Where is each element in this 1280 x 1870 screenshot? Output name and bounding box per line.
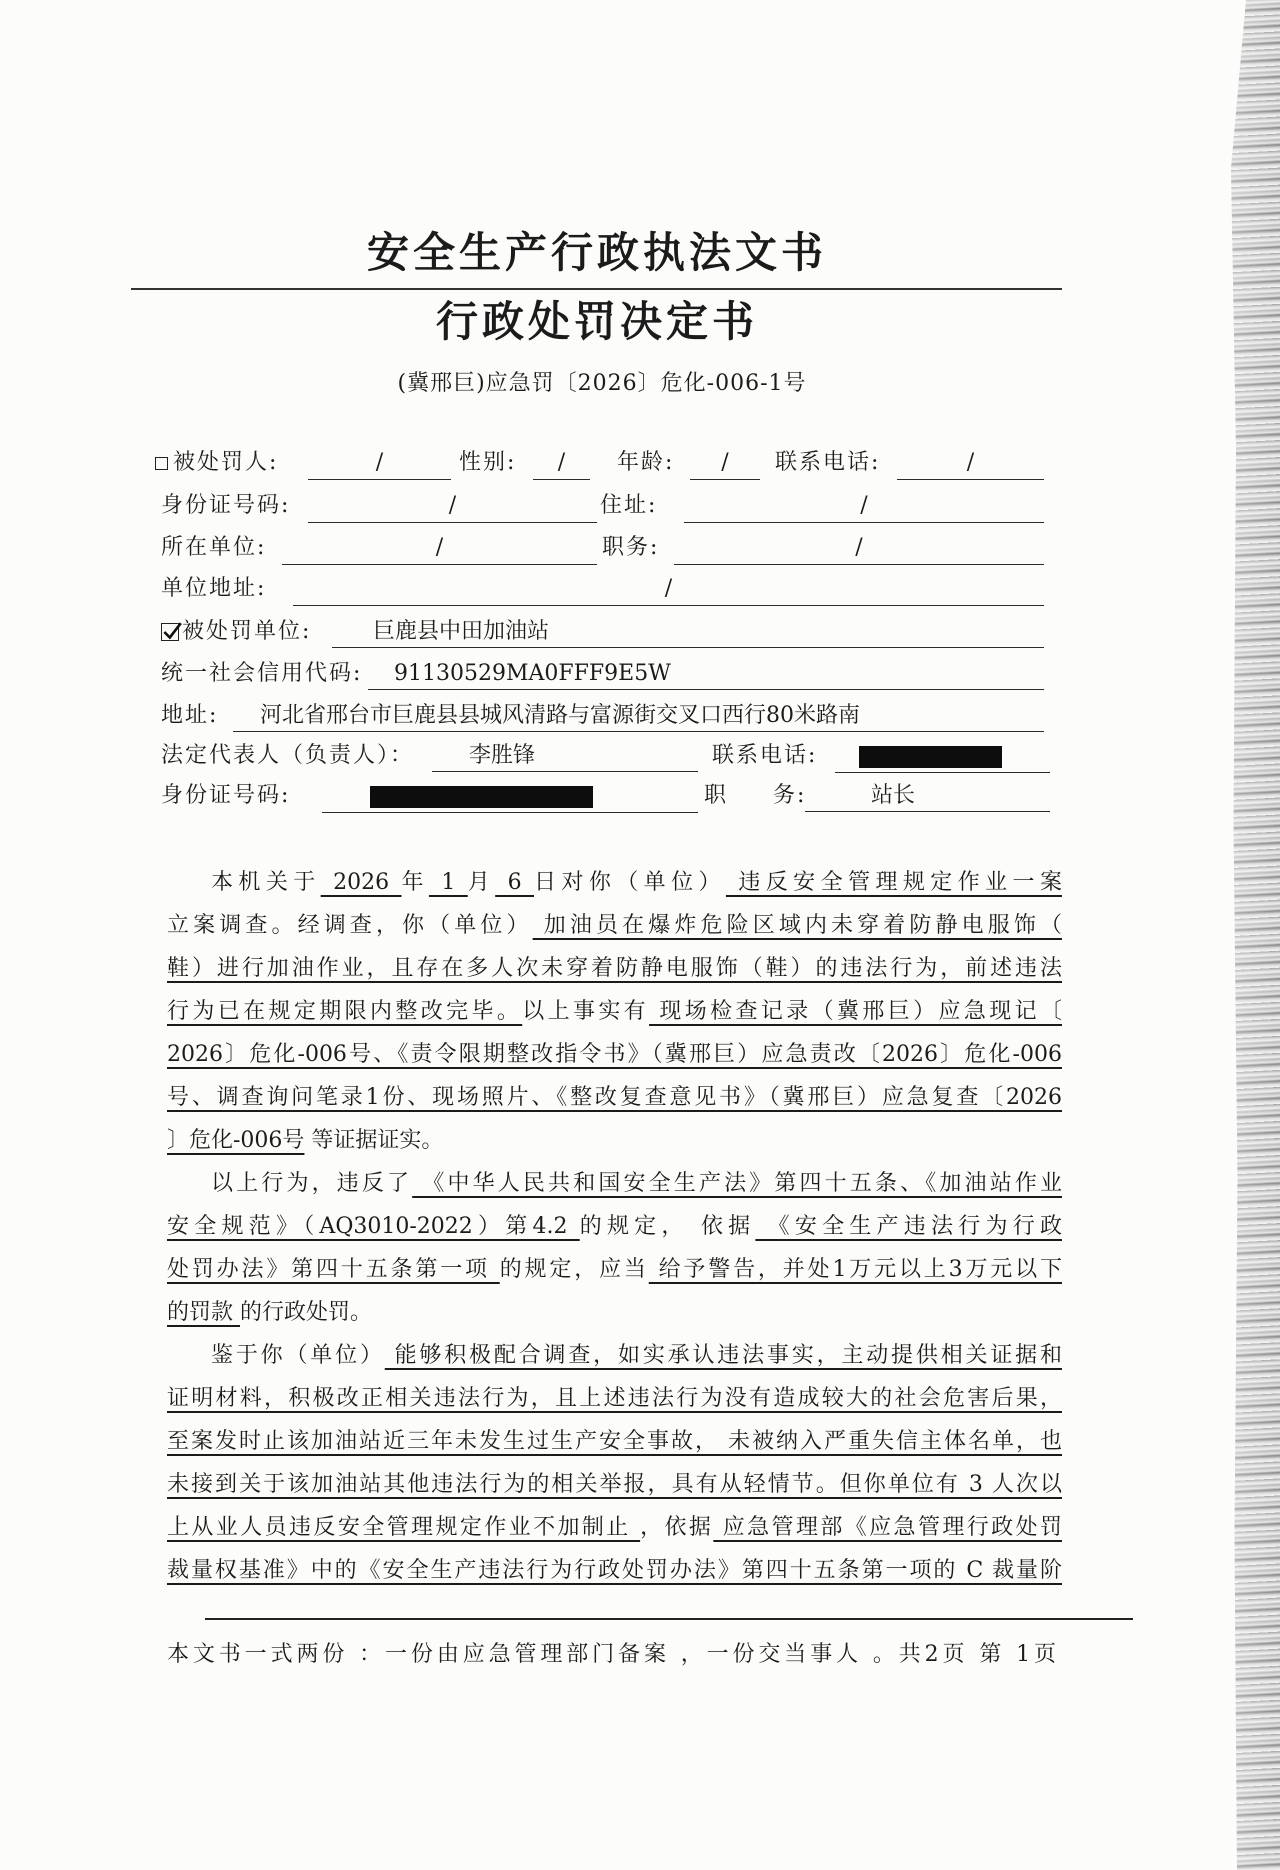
legal-rep-field xyxy=(432,738,698,772)
employer-address-field xyxy=(293,571,1044,606)
individual-phone-field xyxy=(897,445,1044,480)
individual-address-field xyxy=(684,488,1044,523)
form-row-credit-code xyxy=(0,656,1240,692)
filled-in-text: 违反安全管理规定作业一案 xyxy=(725,870,1062,895)
body-text: 等证据证实。 xyxy=(304,1128,444,1153)
filled-in-text: 行为已在规定期限内整改完毕。 xyxy=(167,999,523,1024)
organization-address-value: 河北省邢台市巨鹿县县城风清路与富源街交叉口西行80米路南 xyxy=(260,703,860,728)
organization-label: 被处罚单位: xyxy=(182,619,312,644)
organization-name-field xyxy=(332,614,1044,648)
body-text: 的行政处罚。 xyxy=(240,1300,373,1325)
body-line xyxy=(167,1119,1062,1162)
filled-in-text: 现场检查记录（冀邢巨）应急现记〔 xyxy=(649,999,1062,1024)
employer-field xyxy=(282,530,597,565)
body-line xyxy=(167,1377,1062,1420)
legal-rep-position-field xyxy=(805,778,1050,812)
organization-address-label: 地址: xyxy=(161,703,219,728)
age-field xyxy=(690,445,760,480)
individual-position-field xyxy=(674,530,1044,565)
individual-address-label: 住址: xyxy=(600,493,658,518)
individual-id-field xyxy=(308,488,597,523)
individual-name-value: / xyxy=(375,450,384,475)
body-line xyxy=(167,990,1062,1033)
age-value: / xyxy=(721,450,729,475)
filled-in-text: 处罚办法》第四十五条第一项 xyxy=(167,1257,500,1282)
body-line xyxy=(167,1334,1062,1377)
filled-in-text: 《中华人民共和国安全生产法》第四十五条、《加油站作业 xyxy=(412,1171,1062,1196)
body-line xyxy=(167,947,1062,990)
redacted-phone-block xyxy=(859,746,1002,768)
redacted-id-block xyxy=(370,786,593,808)
individual-phone-value: / xyxy=(966,450,975,475)
individual-name-field xyxy=(308,445,451,480)
body-text: 以上事实有 xyxy=(522,999,650,1024)
filled-in-text: 〕危化-006号 xyxy=(167,1128,305,1153)
body-text: 月 xyxy=(467,870,496,895)
filled-in-text: 加油员在爆炸危险区域内未穿着防静电服饰（ xyxy=(532,913,1062,938)
filled-in-text: 上从业人员违反安全管理规定作业不加制止 xyxy=(167,1515,641,1540)
employer-address-value: / xyxy=(664,576,673,601)
credit-code-label: 统一社会信用代码: xyxy=(161,661,363,686)
credit-code-field xyxy=(368,656,1044,690)
footer-note: 本文书一式两份 ：一份由应急管理部门备案 ，一份交当事人 。共2页 第 1页 xyxy=(167,1642,1056,1667)
filled-in-text: 鞋）进行加油作业，且存在多人次未穿着防静电服饰（鞋）的违法行为，前述违法 xyxy=(167,956,1062,981)
filled-in-text: 2026 xyxy=(320,870,402,895)
body-line xyxy=(167,1549,1062,1592)
body-line xyxy=(167,1205,1062,1248)
filled-in-text: 1 xyxy=(428,870,468,895)
filled-in-text: 裁量权基准》中的《安全生产违法行为行政处罚办法》第四十五条第一项的 C 裁量阶 xyxy=(167,1558,1062,1583)
filled-in-text: 6 xyxy=(495,870,534,895)
body-text: 本机关于 xyxy=(211,870,321,895)
form-row-organization-address xyxy=(0,698,1240,734)
gender-field xyxy=(533,445,590,480)
body-text: 的规定，应当 xyxy=(499,1257,649,1282)
body-text: 以上行为，违反了 xyxy=(211,1171,413,1196)
body-line xyxy=(167,1162,1062,1205)
legal-rep-position-label: 职 务: xyxy=(704,783,807,808)
organization-checkbox-icon xyxy=(161,623,179,641)
legal-rep-id-field xyxy=(322,778,698,813)
legal-rep-id-label: 身份证号码: xyxy=(161,783,291,808)
gender-label: 性别: xyxy=(459,450,517,475)
form-row-employer-position xyxy=(0,530,1240,566)
body-line xyxy=(167,1076,1062,1119)
body-paragraph xyxy=(167,1162,1062,1334)
filled-in-text: 《安全生产违法行为行政 xyxy=(755,1214,1062,1239)
individual-address-value: / xyxy=(860,493,868,518)
body-text: 的规定， 依据 xyxy=(579,1214,756,1239)
body-text: 年 xyxy=(401,870,429,895)
filled-in-text: 号、调查询问笔录1份、现场照片、《整改复查意见书》（冀邢巨）应急复查〔2026 xyxy=(167,1085,1062,1110)
body-text: 鉴于你（单位） xyxy=(211,1343,385,1368)
document-number: (冀邢巨)应急罚〔2026〕危化-006-1号 xyxy=(397,371,807,396)
individual-id-value: / xyxy=(448,493,457,518)
body-line xyxy=(167,1420,1062,1463)
employer-address-label: 单位地址: xyxy=(161,576,267,601)
individual-id-label: 身份证号码: xyxy=(161,493,291,518)
gender-value: / xyxy=(557,450,566,475)
form-row-individual xyxy=(0,445,1240,481)
employer-value: / xyxy=(435,535,444,560)
body-line xyxy=(167,861,1062,904)
filled-in-text: 能够积极配合调查，如实承认违法事实，主动提供相关证据和 xyxy=(384,1343,1062,1368)
filled-in-text: 至案发时止该加油站近三年未发生过生产安全事故， 未被纳入严重失信主体名单，也 xyxy=(167,1429,1062,1454)
document-subtitle: 行政处罚决定书 xyxy=(435,297,758,346)
age-label: 年龄: xyxy=(617,450,675,475)
filled-in-text: 证明材料，积极改正相关违法行为，且上述违法行为没有造成较大的社会危害后果， xyxy=(167,1386,1062,1411)
organization-name-value: 巨鹿县中田加油站 xyxy=(373,619,550,644)
body-paragraph xyxy=(167,1334,1062,1592)
body-line xyxy=(167,904,1062,947)
legal-rep-value: 李胜锋 xyxy=(469,743,536,768)
footer-divider xyxy=(205,1618,1133,1620)
form-row-organization xyxy=(0,614,1240,650)
document-title: 安全生产行政执法文书 xyxy=(366,228,827,277)
filled-in-text: 未接到关于该加油站其他违法行为的相关举报，具有从轻情节。但你单位有 3 人次以 xyxy=(167,1472,1062,1497)
form-row-legal-rep-id xyxy=(0,778,1240,814)
filled-in-text: 给予警告，并处1万元以上3万元以下 xyxy=(648,1257,1062,1282)
organization-phone-label: 联系电话: xyxy=(712,743,818,768)
body-text: 立案调查。经调查，你（单位） xyxy=(167,913,533,938)
form-row-legal-rep xyxy=(0,738,1240,774)
filled-in-text: 的罚款 xyxy=(167,1300,240,1325)
legal-rep-label: 法定代表人（负责人）： xyxy=(161,743,415,768)
form-row-employer-address xyxy=(0,571,1240,607)
individual-label: 被处罚人: xyxy=(173,450,279,475)
body-line xyxy=(167,1291,1062,1334)
employer-label: 所在单位: xyxy=(161,535,267,560)
filled-in-text: 2026〕危化-006号、《责令限期整改指令书》（冀邢巨）应急责改〔2026〕危化-006 xyxy=(167,1042,1062,1067)
body-line xyxy=(167,1506,1062,1549)
body-line xyxy=(167,1248,1062,1291)
individual-phone-label: 联系电话: xyxy=(775,450,881,475)
filled-in-text: 应急管理部《应急管理行政处罚 xyxy=(713,1515,1062,1540)
scan-background-edge xyxy=(1230,0,1280,1870)
organization-phone-field xyxy=(835,738,1050,773)
body-text: ，依据 xyxy=(640,1515,714,1540)
individual-position-value: / xyxy=(855,535,863,560)
legal-rep-position-value: 站长 xyxy=(871,783,916,808)
filled-in-text: 安全规范》（AQ3010-2022）第4.2 xyxy=(167,1214,580,1239)
body-line xyxy=(167,1463,1062,1506)
credit-code-value: 91130529MA0FFF9E5W xyxy=(394,661,671,686)
individual-checkbox-icon xyxy=(155,457,168,470)
body-text: 日对你（单位） xyxy=(534,870,726,895)
individual-position-label: 职务: xyxy=(602,535,660,560)
decision-body xyxy=(167,861,1062,1592)
organization-address-field xyxy=(233,698,1044,732)
body-paragraph xyxy=(167,861,1062,1162)
title-divider xyxy=(131,288,1062,290)
body-line xyxy=(167,1033,1062,1076)
form-row-id-address xyxy=(0,488,1240,524)
